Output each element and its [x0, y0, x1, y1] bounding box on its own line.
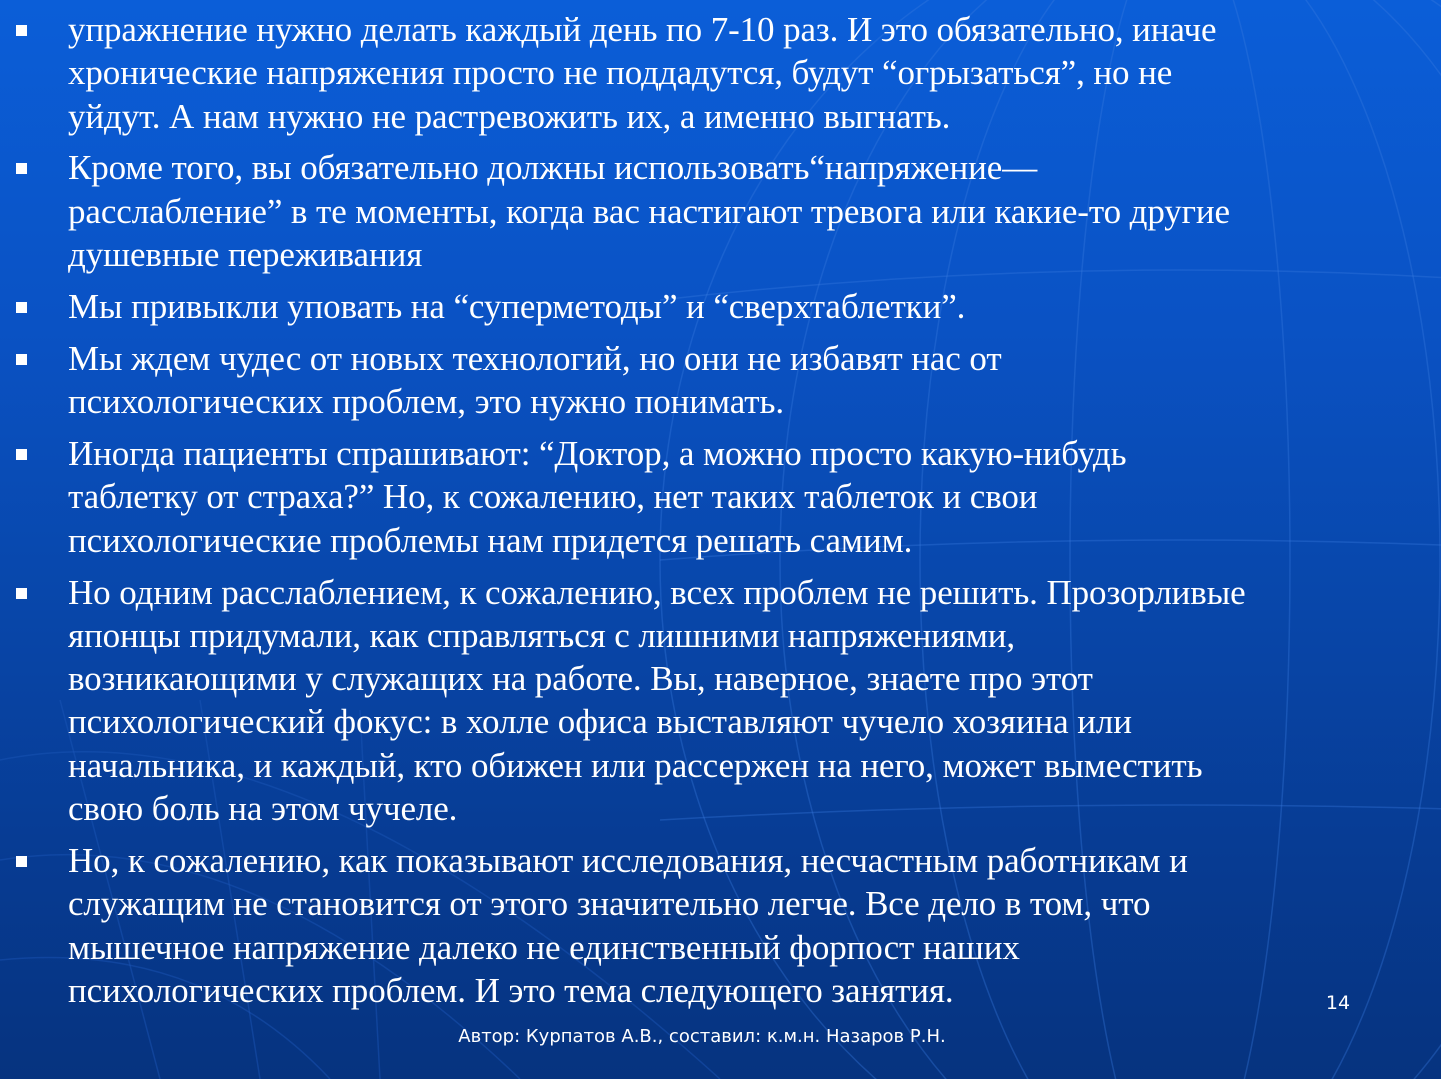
footer-author-credit: Автор: Курпатов А.В., составил: к.м.н. Назаров Р.Н. [458, 1026, 946, 1047]
square-bullet-icon [16, 25, 27, 36]
bullet-list [0, 8, 1441, 1021]
square-bullet-icon [16, 449, 27, 460]
bullet-item [0, 285, 1441, 328]
square-bullet-icon [16, 302, 27, 313]
page-number: 14 [1325, 992, 1351, 1014]
square-bullet-icon [16, 588, 27, 599]
bullet-item [0, 146, 1441, 276]
bullet-item [0, 839, 1441, 1012]
bullet-text: Мы привыкли уповать на “суперметоды” и “сверхтаблетки”. [68, 286, 966, 326]
square-bullet-icon [16, 163, 27, 174]
square-bullet-icon [16, 354, 27, 365]
bullet-text: Мы ждем чудес от новых технологий, но они не избавят нас от психологических проблем, это нужно понимать. [68, 338, 1002, 422]
bullet-item [0, 571, 1441, 831]
bullet-item [0, 432, 1441, 562]
bullet-item [0, 8, 1441, 138]
bullet-text: Кроме того, вы обязательно должны использовать“напряжение— расслабление” в те моменты, когда вас настигают тревога или какие-то другие душевные переживания [68, 148, 1230, 275]
bullet-text: Но одним расслаблением, к сожалению, всех проблем не решить. Прозорливые японцы придумали, как справляться с лишними напряжениями, возникающими у служащих на работе. Вы, наверное, знаете про этот психологический фокус: в холле офиса выставляют чучело хозяина или начальника, и каждый, кто обижен или рассержен на него, может выместить свою боль на этом чучеле. [68, 572, 1246, 829]
bullet-item [0, 337, 1441, 424]
bullet-text: Иногда пациенты спрашивают: “Доктор, а можно просто какую-нибудь таблетку от страха?” Но, к сожалению, нет таких таблеток и свои психологические проблемы нам придется решать самим. [68, 434, 1127, 560]
bullet-text: упражнение нужно делать каждый день по 7-10 раз. И это обязательно, иначе хронические напряжения просто не поддадутся, будут “огрызаться”, но не уйдут. А нам нужно не растревожить их, а именно выгнать. [68, 10, 1217, 136]
square-bullet-icon [16, 856, 27, 867]
bullet-text: Но, к сожалению, как показывают исследования, несчастным работникам и служащим не становится от этого значительно легче. Все дело в том, что мышечное напряжение далеко не единственный форпост наших психологических проблем. И это тема следующего занятия. [68, 840, 1188, 1010]
